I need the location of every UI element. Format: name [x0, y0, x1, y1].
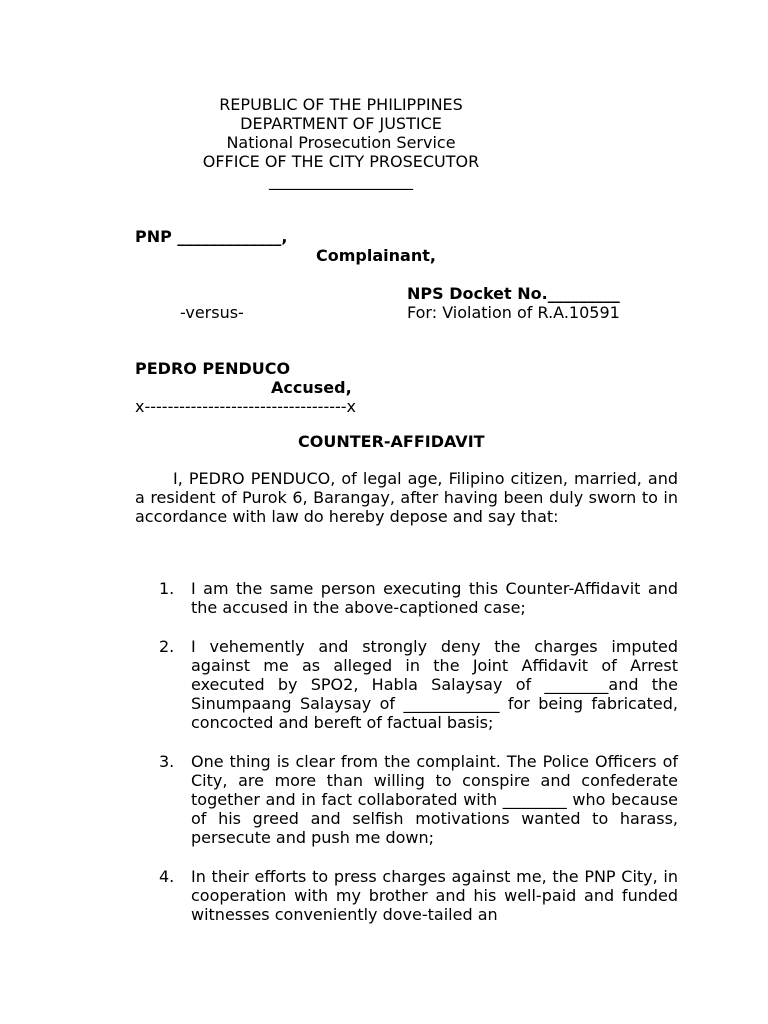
header-republic: REPUBLIC OF THE PHILIPPINES: [219, 95, 463, 114]
complainant-line: PNP _____________,: [135, 227, 288, 246]
document-title: COUNTER-AFFIDAVIT: [298, 432, 485, 451]
item-text: One thing is clear from the complaint. The Police Officers of City, are more than willing to conspire and confederate together and in fact collaborated with ________ who because of his greed and selfish motivations wanted to harass, persecute and push me down;: [191, 752, 678, 847]
list-item: [135, 579, 678, 617]
intro-text: I, PEDRO PENDUCO, of legal age, Filipino citizen, married, and a resident of Purok 6, Barangay, after having been duly sworn to in accordance with law do hereby depose and say that:: [135, 469, 678, 526]
violation-label: For: Violation of R.A.10591: [407, 303, 620, 322]
accused-name: PEDRO PENDUCO: [135, 359, 291, 378]
item-number: 3.: [159, 752, 175, 771]
item-number: 2.: [159, 637, 175, 656]
accused-label: Accused,: [271, 378, 352, 397]
docket-number: NPS Docket No._________: [407, 284, 620, 303]
header-office: OFFICE OF THE CITY PROSECUTOR: [202, 152, 480, 171]
item-number: 1.: [159, 579, 175, 598]
header-blank-line: __________________: [269, 171, 413, 190]
caption-separator: x-----------------------------------x: [135, 397, 357, 416]
list-item: [135, 752, 678, 847]
allegations-list: [135, 579, 678, 944]
complainant-label: Complainant,: [316, 246, 436, 265]
versus-label: -versus-: [180, 303, 244, 322]
item-number: 4.: [159, 867, 175, 886]
item-text: In their efforts to press charges against me, the PNP City, in cooperation with my brother and his well-paid and funded witnesses conveniently dove-tailed an: [191, 867, 678, 924]
item-text: I am the same person executing this Counter-Affidavit and the accused in the above-captioned case;: [191, 579, 678, 617]
item-text: I vehemently and strongly deny the charges imputed against me as alleged in the Joint Affidavit of Arrest executed by SPO2, Habla Salaysay of ________and the Sinumpaang Salaysay of ____________ for being fabricated, concocted and bereft of factual basis;: [191, 637, 678, 732]
header-prosecution-service: National Prosecution Service: [226, 133, 456, 152]
list-item: [135, 867, 678, 924]
list-item: [135, 637, 678, 732]
intro-paragraph: [135, 469, 678, 526]
header-department: DEPARTMENT OF JUSTICE: [240, 114, 442, 133]
